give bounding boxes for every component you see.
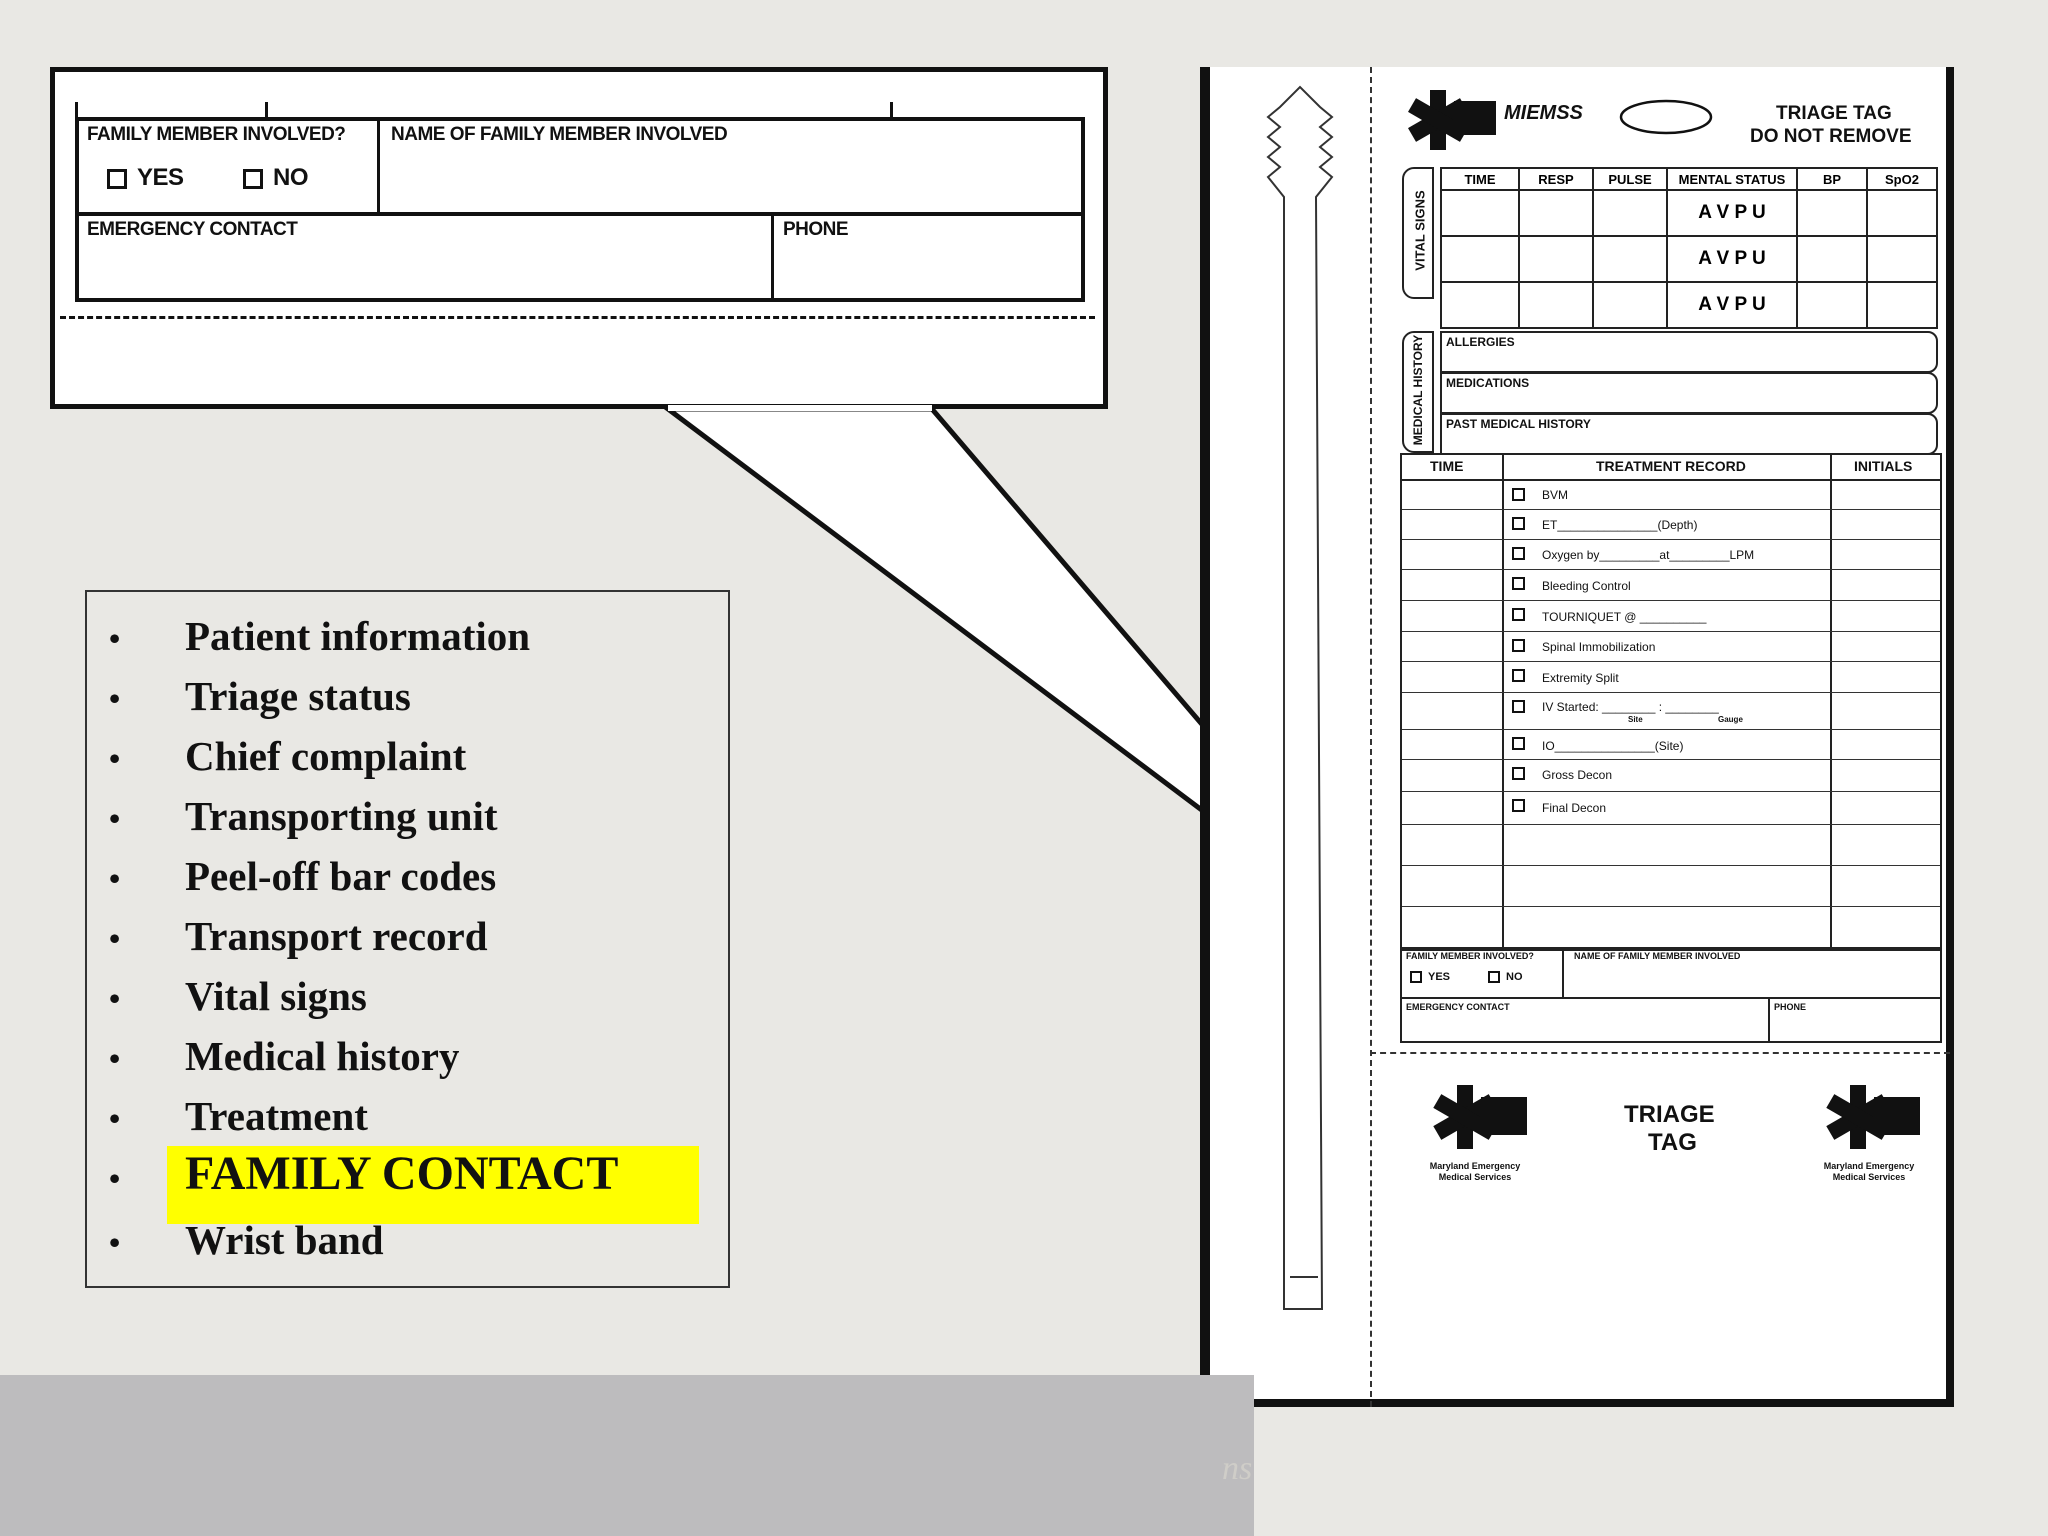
star-of-life-icon <box>1818 1077 1928 1157</box>
treatment-row[interactable]: Spinal Immobilization <box>1402 632 1940 662</box>
wrist-band <box>1260 77 1360 1327</box>
vitals-cell[interactable] <box>1867 190 1937 236</box>
treatment-checkbox[interactable] <box>1512 639 1525 652</box>
tag-perforation <box>1370 67 1372 1407</box>
family-col-divider <box>1562 947 1564 997</box>
tag-title: TRIAGE TAG <box>1776 103 1892 124</box>
list-item: • Triage status <box>109 673 411 719</box>
treatment-checkbox[interactable] <box>1512 669 1525 682</box>
family-contact-section <box>1400 947 1942 1043</box>
list-item: • Wrist band <box>109 1217 384 1263</box>
list-item: • Patient information <box>109 613 531 659</box>
feature-list <box>85 590 730 1288</box>
star-of-life-icon <box>1400 85 1510 155</box>
list-item: • Medical history <box>109 1033 460 1079</box>
treatment-row[interactable]: Gross Decon <box>1402 760 1940 792</box>
history-side-tab <box>1402 331 1434 453</box>
vitals-cell[interactable] <box>1441 282 1519 328</box>
agency-name-right: Maryland Emergency <box>1823 1161 1915 1171</box>
family-member-label: FAMILY MEMBER INVOLVED? <box>87 124 346 145</box>
bullet-icon: • <box>109 860 121 896</box>
list-item: • Transporting unit <box>109 793 498 839</box>
treatment-checkbox[interactable] <box>1512 517 1525 530</box>
treatment-checkbox[interactable] <box>1512 700 1525 713</box>
list-item: • Chief complaint <box>109 733 467 779</box>
footer-bar <box>0 1375 1254 1536</box>
treatment-checkbox[interactable] <box>1512 547 1525 560</box>
emergency-contact-label: EMERGENCY CONTACT <box>1406 1002 1510 1012</box>
bullet-icon: • <box>109 1040 121 1076</box>
phone-label: PHONE <box>783 219 849 240</box>
vitals-cell[interactable] <box>1441 236 1519 282</box>
vitals-cell[interactable] <box>1867 236 1937 282</box>
bullet-icon: • <box>109 920 121 956</box>
treatment-row-blank[interactable] <box>1402 866 1940 907</box>
treatment-checkbox[interactable] <box>1512 799 1525 812</box>
vitals-cell[interactable] <box>1441 190 1519 236</box>
treatment-row[interactable]: Oxygen by_________at_________LPM <box>1402 540 1940 570</box>
bullet-icon: • <box>109 740 121 776</box>
yes-checkbox[interactable] <box>1410 971 1422 983</box>
vitals-cell[interactable] <box>1593 236 1667 282</box>
vitals-header: PULSE <box>1593 168 1667 190</box>
treatment-row[interactable]: BVM <box>1402 481 1940 510</box>
star-of-life-icon <box>1425 1077 1535 1157</box>
treatment-checkbox[interactable] <box>1512 767 1525 780</box>
bullet-icon: • <box>109 620 121 656</box>
treatment-record <box>1400 453 1942 951</box>
no-label: NO <box>273 164 308 191</box>
treatment-record-header: TREATMENT RECORD <box>1596 458 1746 474</box>
phone-label: PHONE <box>1774 1002 1807 1012</box>
vitals-cell[interactable] <box>1593 282 1667 328</box>
emergency-contact-label: EMERGENCY CONTACT <box>87 219 298 240</box>
agency-name-right-line2: Medical Services <box>1832 1172 1906 1182</box>
treatment-checkbox[interactable] <box>1512 737 1525 750</box>
family-top-border <box>1402 947 1940 949</box>
treatment-row[interactable]: IV Started: ________ : ________ Site Gauge <box>1402 693 1940 730</box>
avpu-cell[interactable]: A V P U <box>1667 236 1797 282</box>
iv-site-sublabel: Site <box>1628 715 1643 724</box>
vitals-side-tab <box>1402 167 1434 299</box>
history-side-label: MEDICAL HISTORY <box>1411 334 1425 446</box>
yes-option[interactable]: YES <box>1410 971 1450 983</box>
list-item: • Vital signs <box>109 973 367 1019</box>
bullet-icon: • <box>109 680 121 716</box>
vitals-side-label: VITAL SIGNS <box>1412 190 1428 271</box>
medications-field[interactable]: MEDICATIONS <box>1440 372 1938 414</box>
family-member-label: FAMILY MEMBER INVOLVED? <box>1406 951 1534 961</box>
treatment-row[interactable]: Bleeding Control <box>1402 570 1940 601</box>
vitals-header: SpO2 <box>1867 168 1937 190</box>
family-name-label: NAME OF FAMILY MEMBER INVOLVED <box>391 124 728 145</box>
vitals-header: TIME <box>1441 168 1519 190</box>
tag-hole-icon <box>1618 97 1714 137</box>
list-item-highlighted: • FAMILY CONTACT <box>87 1152 727 1212</box>
treatment-checkbox[interactable] <box>1512 577 1525 590</box>
treatment-row[interactable]: TOURNIQUET @ __________ <box>1402 601 1940 632</box>
wrist-band-strap <box>1268 87 1332 1309</box>
vitals-cell[interactable] <box>1797 236 1867 282</box>
bullet-icon: • <box>109 1100 121 1136</box>
vitals-cell[interactable] <box>1519 190 1593 236</box>
treatment-initials-header: INITIALS <box>1854 458 1913 474</box>
no-checkbox[interactable] <box>1488 971 1500 983</box>
stub-perforation <box>1370 1052 1950 1054</box>
treatment-row-blank[interactable] <box>1402 825 1940 866</box>
agency-name-left-line2: Medical Services <box>1438 1172 1512 1182</box>
treatment-row[interactable]: Final Decon <box>1402 792 1940 825</box>
treatment-time-header: TIME <box>1430 458 1464 474</box>
vitals-cell[interactable] <box>1867 282 1937 328</box>
brand-name: MIEMSS <box>1504 102 1583 124</box>
avpu-cell[interactable]: A V P U <box>1667 190 1797 236</box>
vitals-header: MENTAL STATUS <box>1667 168 1797 190</box>
past-history-field[interactable]: PAST MEDICAL HISTORY <box>1440 413 1938 455</box>
vitals-cell[interactable] <box>1797 190 1867 236</box>
treatment-checkbox[interactable] <box>1512 608 1525 621</box>
treatment-header-row <box>1402 455 1940 481</box>
treatment-row[interactable]: ET_______________(Depth) <box>1402 510 1940 540</box>
iv-gauge-sublabel: Gauge <box>1718 715 1743 724</box>
family-col-divider <box>1768 997 1770 1041</box>
family-name-label: NAME OF FAMILY MEMBER INVOLVED <box>1574 951 1741 961</box>
vitals-cell[interactable] <box>1519 236 1593 282</box>
treatment-row[interactable]: Extremity Split <box>1402 662 1940 693</box>
avpu-cell[interactable]: A V P U <box>1667 282 1797 328</box>
vitals-table <box>1440 167 1938 329</box>
triage-tag <box>1200 67 1954 1407</box>
vitals-cell[interactable] <box>1519 282 1593 328</box>
stub-title-line2: TAG <box>1648 1129 1697 1156</box>
yes-label: YES <box>137 164 184 191</box>
bullet-icon: • <box>109 980 121 1016</box>
family-mid-border <box>1402 997 1940 999</box>
bullet-icon: • <box>109 1160 121 1196</box>
list-item: • Treatment <box>109 1093 368 1139</box>
vitals-header: RESP <box>1519 168 1593 190</box>
allergies-field[interactable]: ALLERGIES <box>1440 331 1938 373</box>
vitals-cell[interactable] <box>1593 190 1667 236</box>
vitals-header: BP <box>1797 168 1867 190</box>
treatment-row[interactable]: IO_______________(Site) <box>1402 730 1940 760</box>
stub-title: TRIAGE <box>1624 1101 1715 1128</box>
bullet-icon: • <box>109 1224 121 1260</box>
footer-text-fragment: ns <box>1222 1450 1253 1487</box>
tag-subtitle: DO NOT REMOVE <box>1750 126 1912 147</box>
vitals-cell[interactable] <box>1797 282 1867 328</box>
bullet-icon: • <box>109 800 121 836</box>
agency-name-left: Maryland Emergency <box>1429 1161 1521 1171</box>
no-option[interactable]: NO <box>1488 971 1523 983</box>
list-item: • Peel-off bar codes <box>109 853 497 899</box>
list-item: • Transport record <box>109 913 488 959</box>
treatment-checkbox[interactable] <box>1512 488 1525 501</box>
